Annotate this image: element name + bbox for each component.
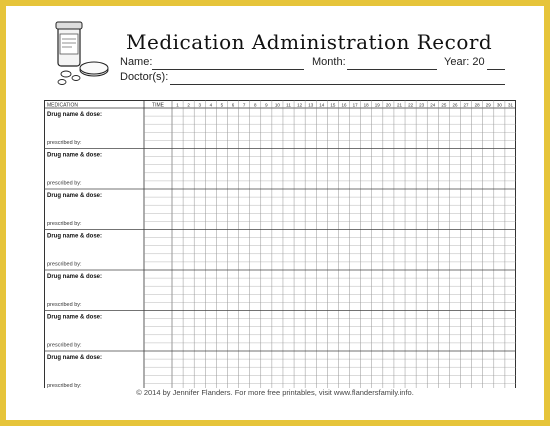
medication-grid: [44, 100, 516, 393]
day-header: 18: [363, 102, 369, 108]
day-header: 22: [408, 102, 414, 108]
day-header: 7: [242, 102, 246, 108]
day-header: 29: [485, 102, 491, 108]
prescribed-by-label: prescribed by:: [47, 383, 82, 388]
day-header: 28: [474, 102, 480, 108]
dose-check-area[interactable]: [172, 189, 516, 230]
prescribed-by-label: prescribed by:: [47, 140, 82, 146]
name-label: Name:: [120, 56, 153, 68]
day-header: 4: [209, 102, 213, 108]
time-header: TIME: [152, 102, 164, 109]
day-header: 13: [308, 102, 314, 108]
copyright-footer: © 2014 by Jennifer Flanders. For more free printables, visit www.flandersfamily.info.: [136, 388, 414, 397]
day-header: 14: [319, 102, 325, 108]
dose-check-area[interactable]: [172, 149, 516, 190]
drug-name-label: Drug name & dose:: [47, 274, 103, 280]
doctor-field[interactable]: [170, 84, 505, 85]
day-header: 9: [265, 102, 268, 108]
day-header: 20: [385, 102, 391, 108]
day-header: 12: [297, 102, 303, 108]
day-header: 10: [274, 102, 280, 108]
dose-check-area[interactable]: [172, 351, 516, 388]
day-header: 15: [330, 102, 336, 108]
day-header: 1: [176, 102, 179, 108]
medication-header: MEDICATION: [47, 102, 79, 109]
day-header: 3: [198, 102, 201, 108]
day-header: 26: [452, 102, 458, 108]
record-sheet: [6, 6, 544, 420]
drug-name-label: Drug name & dose:: [47, 314, 103, 321]
day-header: 24: [430, 102, 436, 108]
day-header: 16: [341, 102, 347, 108]
prescribed-by-label: prescribed by:: [47, 342, 82, 349]
drug-name-label: Drug name & dose:: [47, 152, 103, 159]
year-field[interactable]: [487, 69, 505, 70]
day-header: 30: [496, 102, 502, 108]
day-header: 2: [187, 102, 190, 108]
month-field[interactable]: [347, 69, 437, 70]
prescribed-by-label: prescribed by:: [47, 261, 82, 268]
day-header: 5: [220, 102, 224, 108]
pill-bottle-icon: [50, 20, 120, 90]
prescribed-by-label: prescribed by:: [47, 180, 82, 187]
dose-check-area[interactable]: [172, 230, 516, 271]
drug-name-label: Drug name & dose:: [47, 112, 103, 118]
dose-check-area[interactable]: [172, 311, 516, 352]
drug-name-label: Drug name & dose:: [47, 193, 103, 199]
year-label: Year: 20: [444, 56, 485, 68]
name-field[interactable]: [152, 69, 304, 70]
day-header: 21: [396, 102, 402, 108]
day-header: 27: [463, 102, 469, 108]
day-header: 8: [253, 102, 257, 108]
day-header: 31: [507, 102, 513, 108]
day-header: 25: [441, 102, 447, 108]
page-title: Medication Administration Record: [126, 30, 493, 54]
day-header: 6: [231, 102, 235, 108]
drug-name-label: Drug name & dose:: [47, 233, 103, 240]
day-header: 17: [352, 102, 358, 108]
grid-canvas: [44, 100, 516, 388]
day-header: 19: [374, 102, 380, 108]
drug-name-label: Drug name & dose:: [47, 355, 103, 361]
prescribed-by-label: prescribed by:: [47, 302, 82, 308]
day-header: 23: [419, 102, 425, 108]
dose-check-area[interactable]: [172, 108, 516, 149]
day-header: 11: [286, 102, 291, 108]
dose-check-area[interactable]: [172, 270, 516, 311]
month-label: Month:: [312, 56, 346, 68]
doctor-label: Doctor(s):: [120, 71, 169, 83]
prescribed-by-label: prescribed by:: [47, 221, 82, 227]
